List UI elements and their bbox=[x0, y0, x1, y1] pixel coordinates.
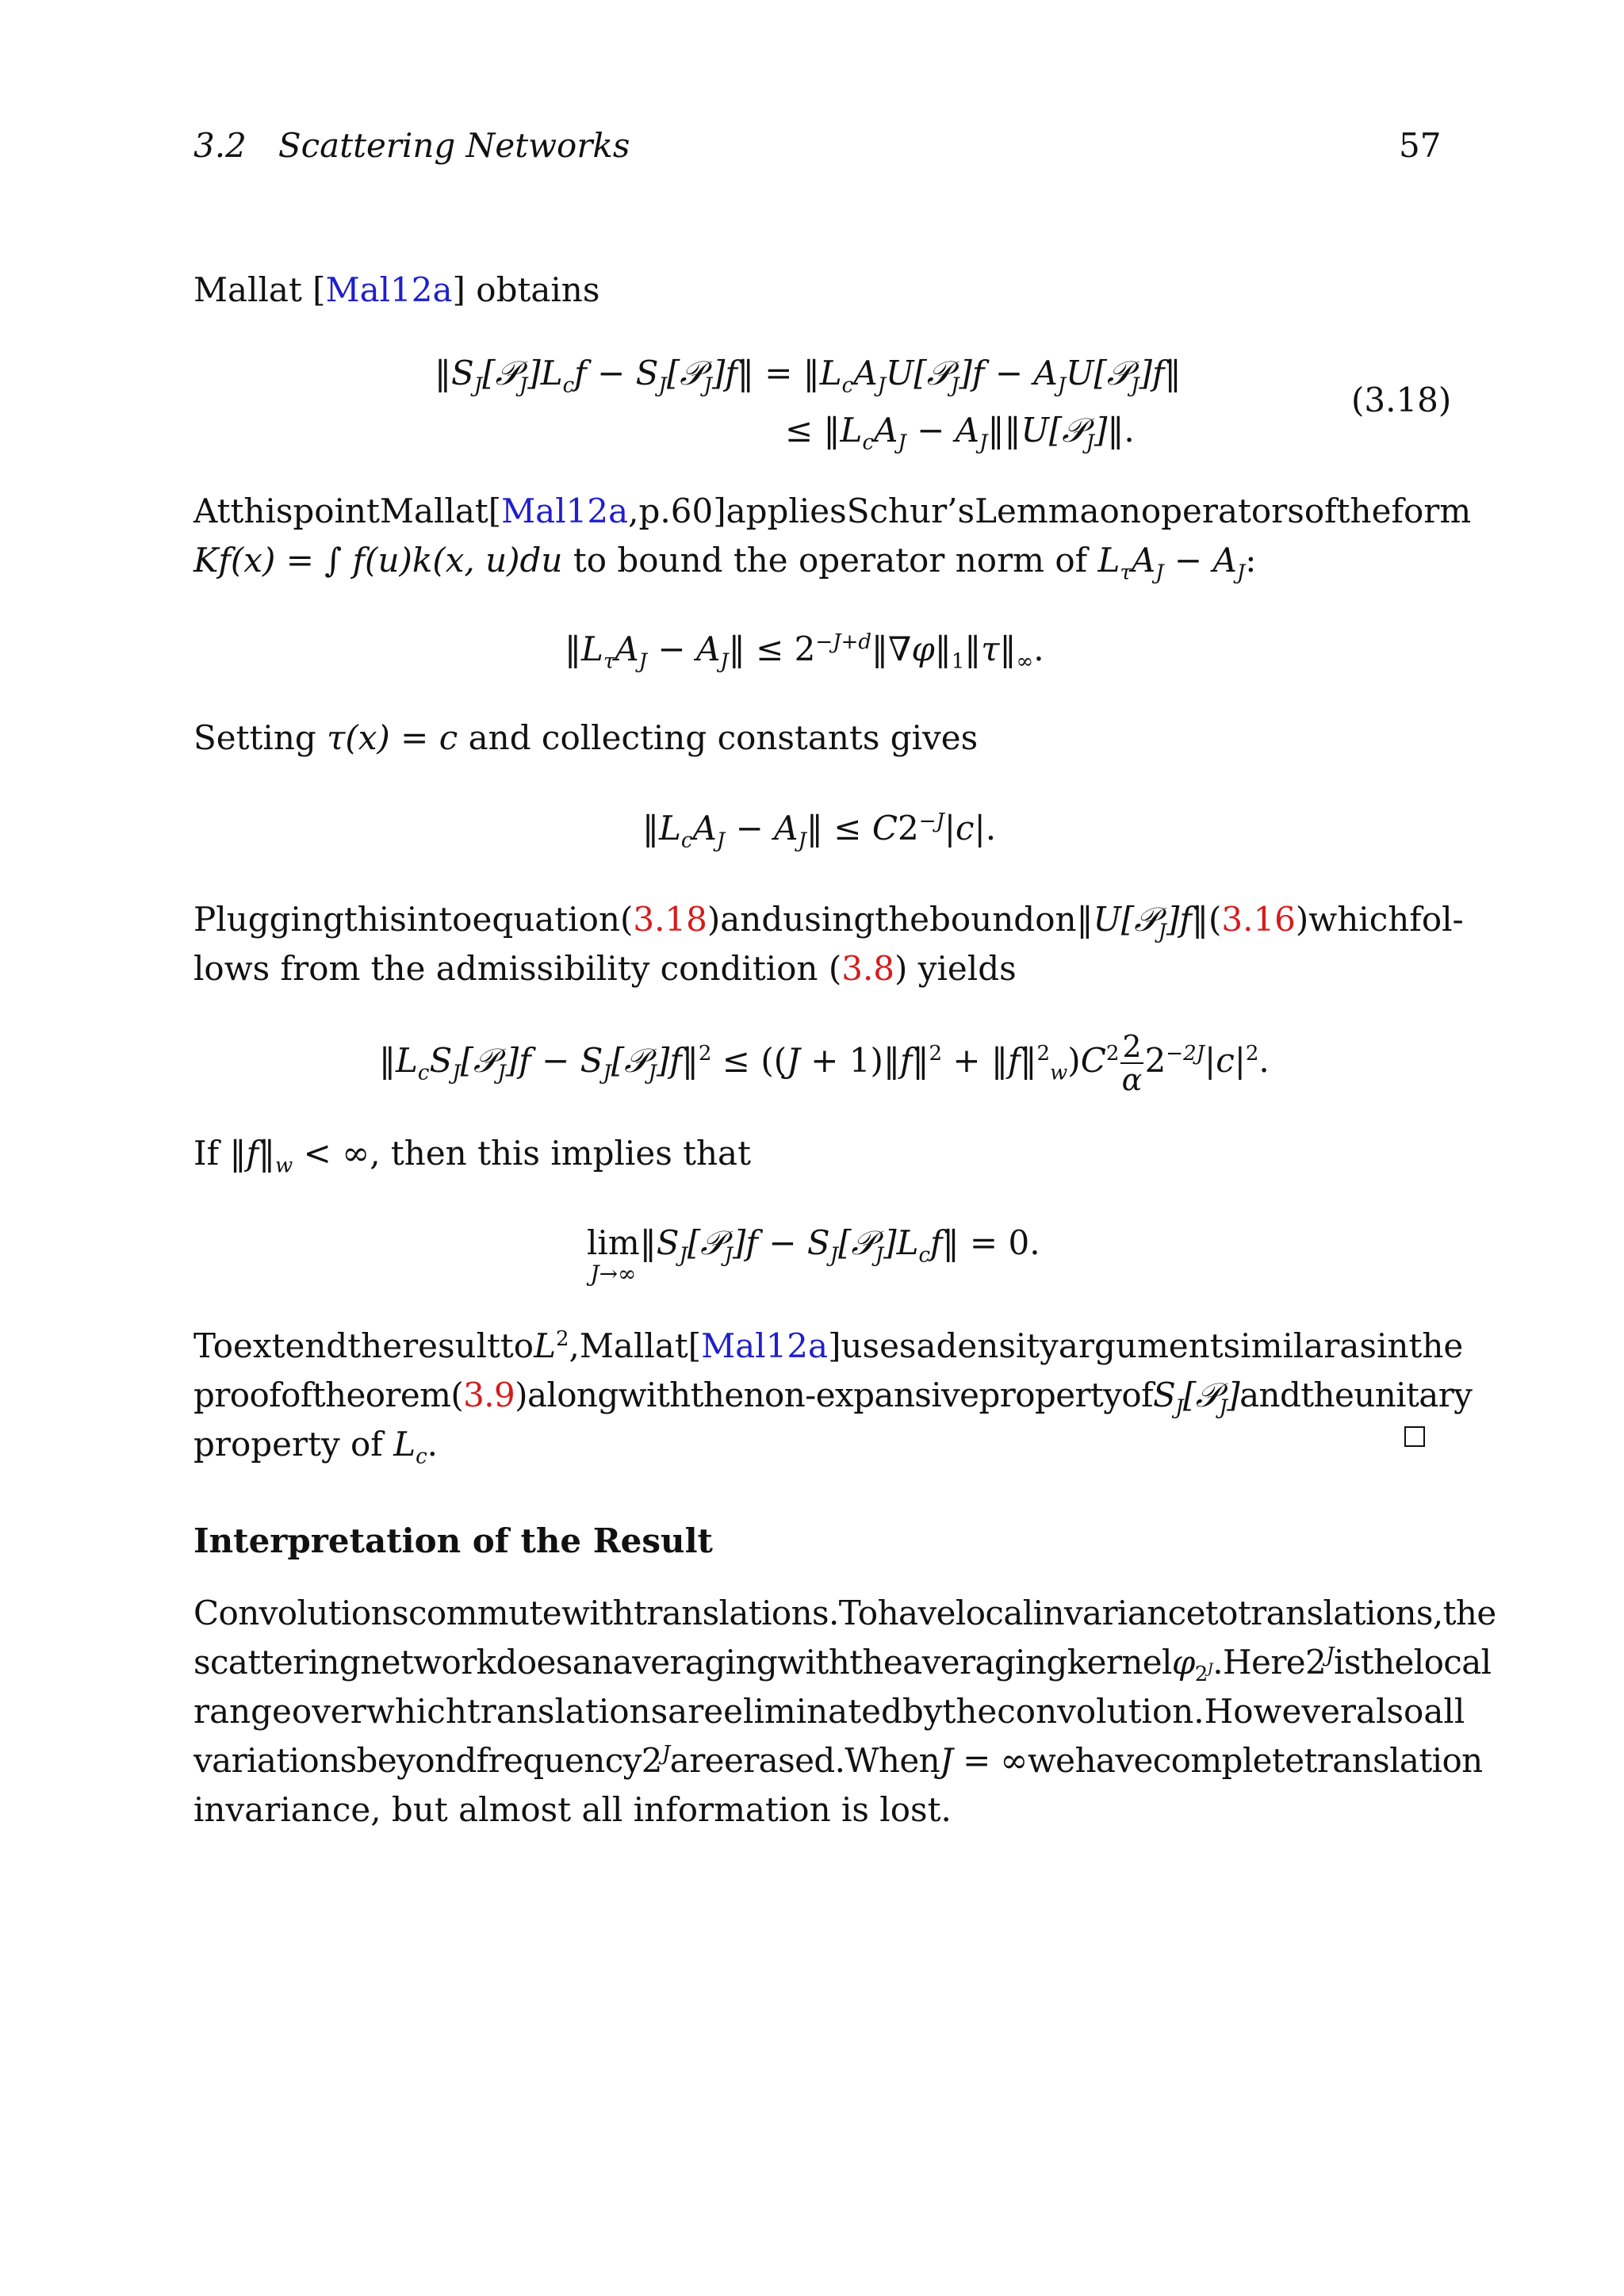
section-heading: Interpretation of the Result bbox=[193, 1521, 713, 1560]
qed-symbol bbox=[1404, 1426, 1425, 1447]
paragraph-schur-line-2: Kf(x) = ∫ f(u)k(x, u)du to bound the operator norm of $L_\tau A_J - A_J$: bbox=[193, 541, 1257, 585]
paragraph-plugging-line-2: lows from the admissibility condition (3.8) yields bbox=[193, 949, 1017, 988]
equation-number-3-18: (3.18) bbox=[1351, 381, 1452, 419]
equation-ref-3-8[interactable]: 3.8 bbox=[841, 949, 895, 988]
equation-ref-3-18[interactable]: 3.18 bbox=[633, 900, 707, 939]
section-number: 3.2 bbox=[193, 126, 247, 165]
fraction-2-over-alpha: $\frac{2}{\alpha}$ bbox=[1121, 1029, 1143, 1097]
equation-operator-bound: $‖L_\tau A_J$ − $A_J‖$ ≤ $2^{-J+d}‖\nabla\varphi‖_1‖\tau‖_\infty$. bbox=[565, 629, 1044, 674]
interpretation-line-2: scattering network does an averaging with the averaging kernel $\varphi_{2^J}$. Here $2^J$ is the local bbox=[193, 1643, 1492, 1687]
paragraph-setting: Setting τ(x) = c and collecting constants gives bbox=[193, 718, 979, 757]
limit-operator: lim J→∞ bbox=[587, 1223, 640, 1287]
paragraph-if-finite: If $‖f‖_w$ < ∞, then this implies that bbox=[193, 1134, 751, 1178]
paragraph-extend-line-2: proof of theorem (3.9) along with the non-expansive property of $S_J[𝒫_J]$ and the unitary bbox=[193, 1376, 1473, 1420]
theorem-ref-3-9[interactable]: 3.9 bbox=[463, 1376, 515, 1414]
running-header bbox=[193, 121, 630, 170]
citation-link[interactable]: Mal12a bbox=[701, 1326, 829, 1365]
interpretation-line-1: Convolutions commute with translations. To have local invariance to translations, the bbox=[193, 1594, 1496, 1632]
equation-scattering-bound: $‖L_cS_J[𝒫_J]f$ − $S_J[𝒫_J]f‖^2 \le ((J$ + 1)‖f‖$^2$ + $‖f‖^2_w)C^2$ $\frac{2}{\alpha}$ $2^{-2J}|c|^2$. bbox=[379, 1029, 1270, 1097]
citation-link[interactable]: Mal12a bbox=[325, 270, 453, 309]
interpretation-line-5: invariance, but almost all information is lost. bbox=[193, 1790, 952, 1829]
paragraph-schur-line-1: At this point Mallat [Mal12a, p. 60] applies Schur’s Lemma on operators of the form bbox=[193, 492, 1472, 530]
equation-limit: lim J→∞ $‖S_J[𝒫_J]f$ − $S_J[𝒫_J]L_cf‖ = 0$. bbox=[587, 1219, 1040, 1285]
section-title: Scattering Networks bbox=[278, 126, 630, 165]
paragraph-extend-line-1: To extend the result to $L^2$, Mallat [Mal12a] uses a density argument similar as in the bbox=[193, 1326, 1464, 1365]
paragraph-intro: Mallat [Mal12a] obtains bbox=[193, 270, 600, 309]
equation-3-18-line-2: ≤ $‖L_cA_J$ − $A_J‖‖U[𝒫_J]‖$. bbox=[785, 411, 1135, 455]
citation-link[interactable]: Mal12a bbox=[501, 492, 629, 530]
interpretation-line-4: variations beyond frequency $2^J$ are erased. When J = ∞ we have complete translation bbox=[193, 1741, 1483, 1780]
equation-3-18-line-1: $‖S_J[𝒫_J]L_cf$ − $S_J[𝒫_J]f‖$ = $‖L_cA_JU[𝒫_J]f$ − $A_JU[𝒫_J]f‖$ bbox=[435, 354, 1182, 398]
interpretation-line-3: range over which translations are eliminated by the convolution. However also all bbox=[193, 1692, 1465, 1731]
equation-ref-3-16[interactable]: 3.16 bbox=[1221, 900, 1296, 939]
page-number: 57 bbox=[1399, 126, 1442, 165]
equation-constant-bound: $‖L_cA_J$ − $A_J‖ \le C2^{-J}|c|$. bbox=[642, 809, 997, 853]
paragraph-plugging-line-1: Plugging this into equation (3.18) and using the bound on ‖U[𝒫$_J$]f‖ (3.16) which fol- bbox=[193, 900, 1464, 944]
paragraph-extend-line-3: property of $L_c$. bbox=[193, 1425, 439, 1469]
